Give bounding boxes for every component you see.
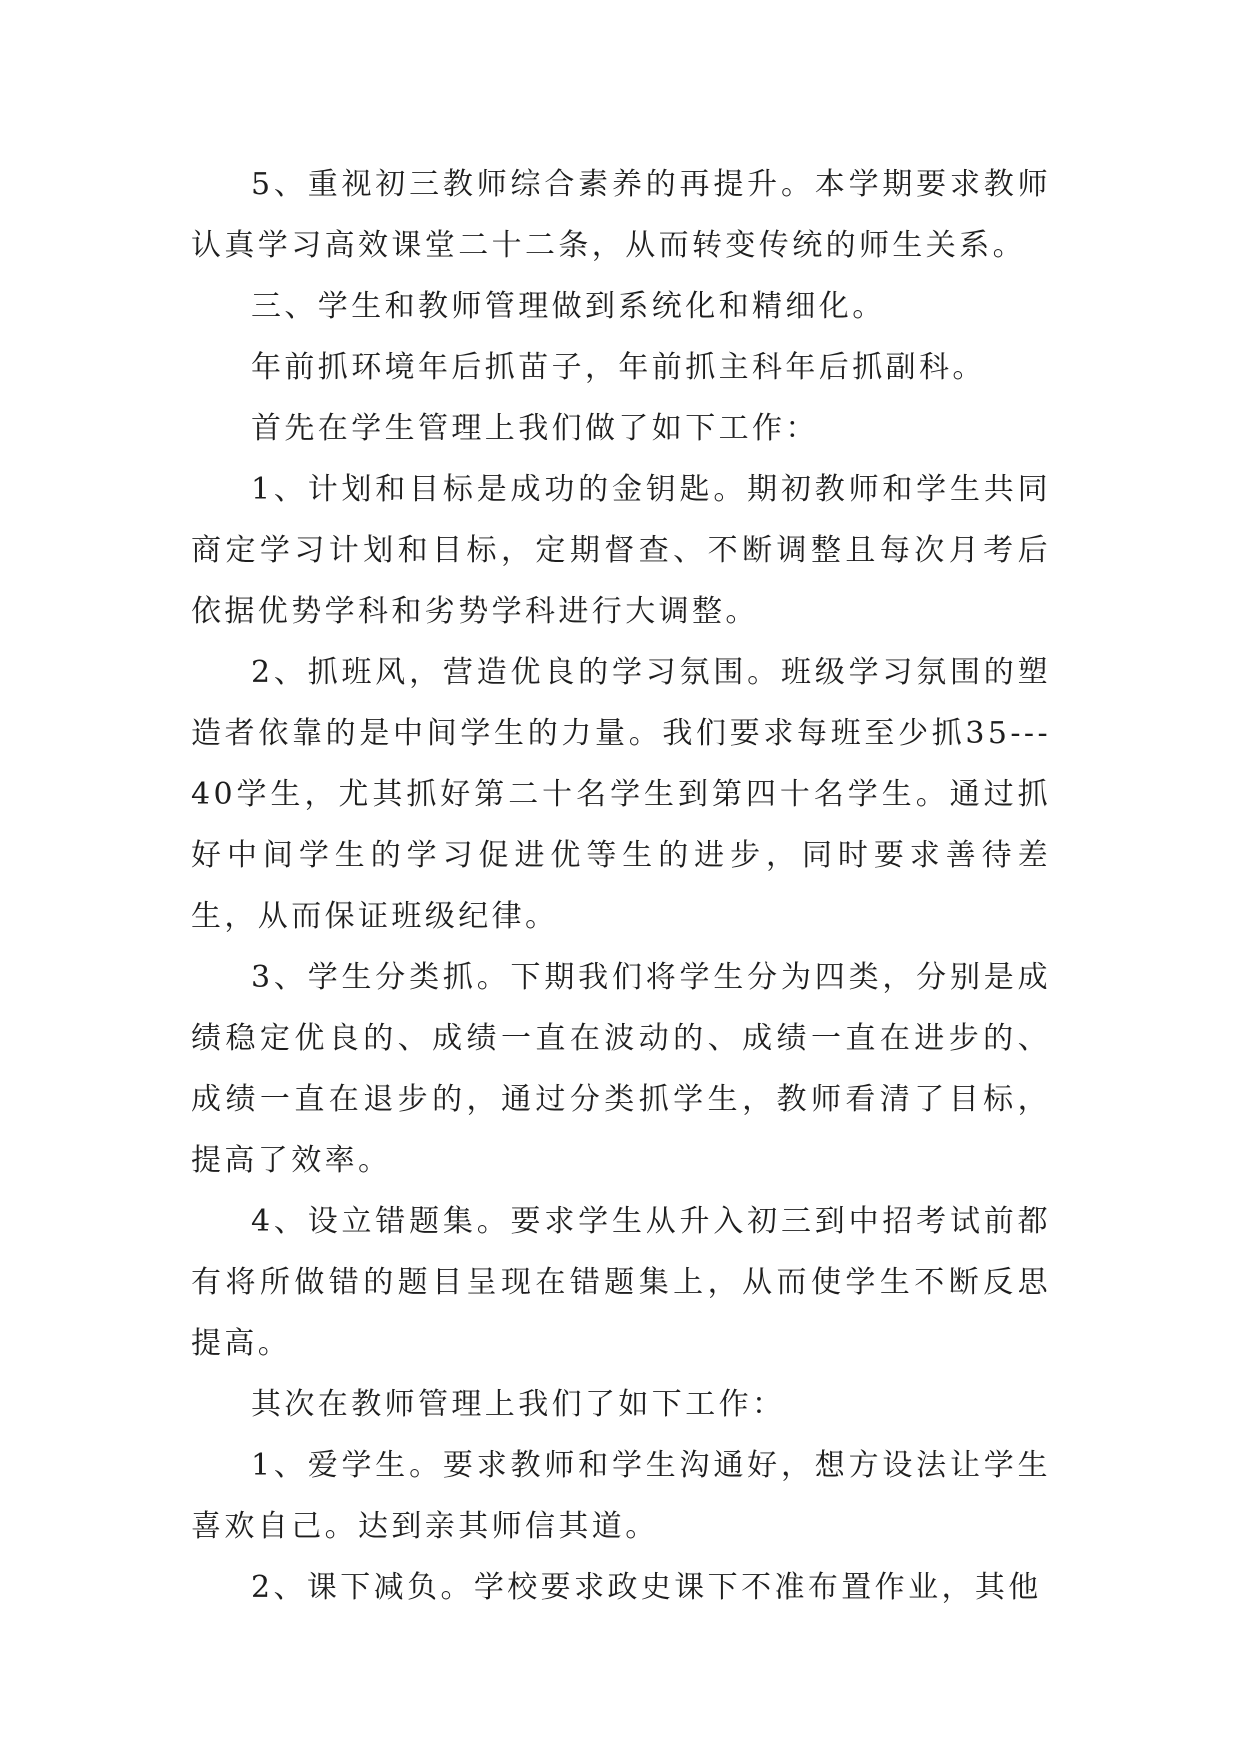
- paragraph-teacher-intro: 其次在教师管理上我们了如下工作：: [251, 1387, 786, 1422]
- paragraph-student-item-1: 1、计划和目标是成功的金钥匙。期初教师和学生共同商定学习计划和目标，定期督查、不断调整且每次月考后依据优势学科和劣势学科进行大调整。: [191, 472, 1051, 629]
- paragraph-item-5: 5、重视初三教师综合素养的再提升。本学期要求教师认真学习高效课堂二十二条，从而转变传统的师生关系。: [191, 167, 1051, 263]
- paragraph-teacher-item-2: 2、课下减负。学校要求政史课下不准布置作业，其他: [251, 1570, 1042, 1605]
- paragraph-student-item-3: 3、学生分类抓。下期我们将学生分为四类，分别是成绩稳定优良的、成绩一直在波动的、成绩一直在进步的、成绩一直在退步的，通过分类抓学生，教师看清了目标，提高了效率。: [191, 960, 1051, 1178]
- paragraph-student-item-2: 2、抓班风，营造优良的学习氛围。班级学习氛围的塑造者依靠的是中间学生的力量。我们要求每班至少抓35---40学生，尤其抓好第二十名学生到第四十名学生。通过抓好中间学生的学习促进优等生的进步，同时要求善待差生，从而保证班级纪律。: [191, 655, 1051, 934]
- paragraph-summary: 年前抓环境年后抓苗子，年前抓主科年后抓副科。: [251, 350, 986, 385]
- document-page: [191, 154, 1051, 1618]
- paragraph-student-item-4: 4、设立错题集。要求学生从升入初三到中招考试前都有将所做错的题目呈现在错题集上，从而使学生不断反思提高。: [191, 1204, 1051, 1361]
- section-heading-3: 三、学生和教师管理做到系统化和精细化。: [251, 289, 886, 324]
- paragraph-student-intro: 首先在学生管理上我们做了如下工作：: [251, 411, 819, 446]
- paragraph-teacher-item-1: 1、爱学生。要求教师和学生沟通好，想方设法让学生喜欢自己。达到亲其师信其道。: [191, 1448, 1051, 1544]
